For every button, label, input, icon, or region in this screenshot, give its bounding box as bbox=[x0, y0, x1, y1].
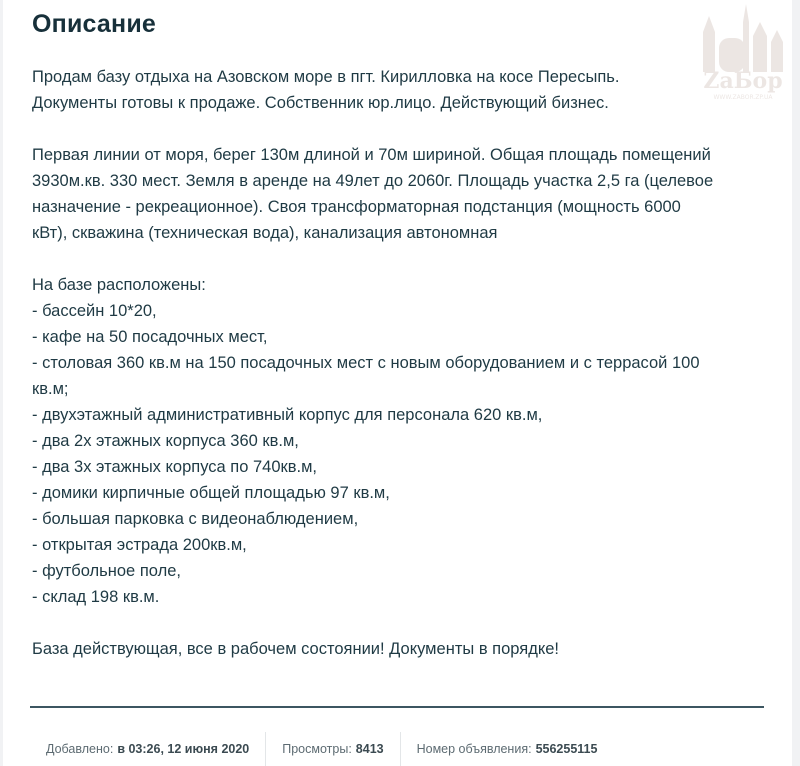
list-item: - два 2х этажных корпуса 360 кв.м, bbox=[32, 432, 299, 450]
description-card bbox=[3, 0, 792, 766]
listing-meta-footer bbox=[30, 732, 613, 766]
list-item: - бассейн 10*20, bbox=[32, 302, 157, 320]
svg-text:WWW.ZABOR.ZP.UA: WWW.ZABOR.ZP.UA bbox=[713, 94, 773, 101]
paragraph-intro: Продам базу отдыха на Азовском море в пгт. Кирилловка на косе Пересыпь. Документы готовы к продаже. Собственник юр.лицо. Действующий бизнес. bbox=[32, 68, 620, 112]
ad-number: Номер объявления: 556255115 bbox=[400, 732, 614, 766]
list-item: - двухэтажный административный корпус для персонала 620 кв.м, bbox=[32, 406, 543, 424]
list-item: - склад 198 кв.м. bbox=[32, 588, 160, 606]
list-item: - два 3х этажных корпуса по 740кв.м, bbox=[32, 458, 317, 476]
list-item: - домики кирпичные общей площадью 97 кв.м, bbox=[32, 484, 390, 502]
list-item: - футбольное поле, bbox=[32, 562, 181, 580]
paragraph-details: Первая линии от моря, берег 130м длиной и 70м шириной. Общая площадь помещений 3930м.кв. 330 мест. Земля в аренде на 49лет до 2060г. Площадь участка 2,5 га (целевое назначение - рекреационное). Своя трансформаторная подстанция (мощность 6000 кВт), скважина (техническая вода), канализация автономная bbox=[32, 146, 714, 242]
svg-text:ZаБор: ZаБор bbox=[703, 68, 783, 94]
views-count: Просмотры: 8413 bbox=[265, 732, 399, 766]
description-text bbox=[32, 64, 772, 662]
paragraph-closing: База действующая, все в рабочем состоянии! Документы в порядке! bbox=[32, 640, 559, 658]
list-item: - открытая эстрада 200кв.м, bbox=[32, 536, 247, 554]
added-date: Добавлено: в 03:26, 12 июня 2020 bbox=[46, 742, 250, 756]
divider bbox=[30, 706, 764, 708]
list-item: - большая парковка с видеонаблюдением, bbox=[32, 510, 359, 528]
list-item: - столовая 360 кв.м на 150 посадочных мест с новым оборудованием и с террасой 100 bbox=[32, 354, 700, 372]
section-title: Описание bbox=[32, 10, 156, 38]
paragraph-facilities-list: На базе расположены: - бассейн 10*20, - кафе на 50 посадочных мест, - столовая 360 кв.м на 150 посадочных мест с новым оборудованием и с террасой 100 кв.м; - двухэтажный административный корпус для персонала 620 кв.м, - два 2х этажных корпуса 360 кв.м, - два 3х этажных корпуса по 740кв.м, - домики кирпичные общей площадью 97 кв.м, - большая парковка с видеонаблюдением, - открытая эстрада 200кв.м, - футбольное поле, - склад 198 кв.м. bbox=[32, 276, 700, 606]
list-item: кв.м; bbox=[32, 380, 69, 398]
list-item: - кафе на 50 посадочных мест, bbox=[32, 328, 268, 346]
